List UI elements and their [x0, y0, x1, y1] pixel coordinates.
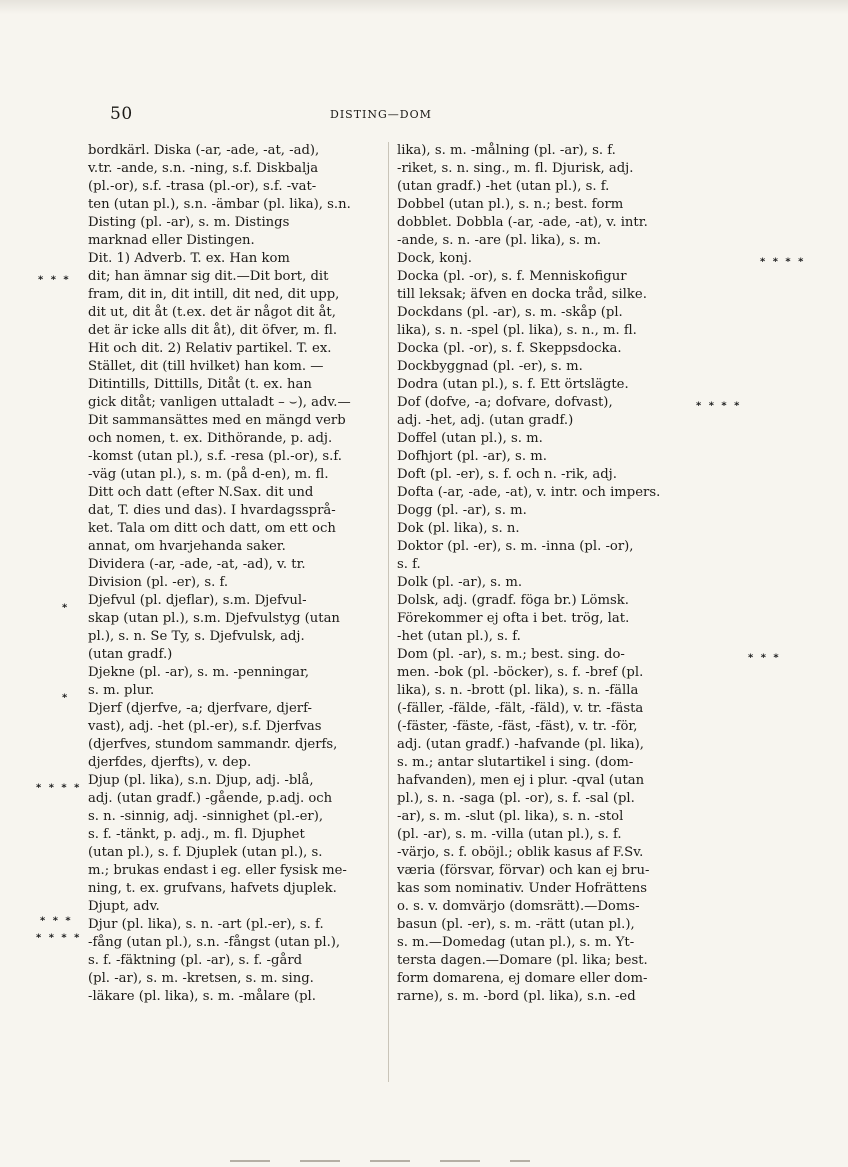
text-line: Dockdans (pl. -ar), s. m. -skåp (pl. — [397, 305, 623, 320]
text-line: till leksak; äfven en docka tråd, silke. — [397, 287, 647, 302]
margin-mark: ⁎ ⁎ ⁎ ⁎ — [36, 930, 82, 941]
text-line: -fång (utan pl.), s.n. -fångst (utan pl.), — [88, 935, 341, 950]
column-divider — [388, 142, 389, 1082]
text-line: -riket, s. n. sing., m. fl. Djurisk, adj. — [397, 161, 634, 176]
margin-mark: ⁎ — [62, 690, 70, 701]
text-line: adj. (utan gradf.) -hafvande (pl. lika), — [397, 737, 645, 752]
text-line: Docka (pl. -or), s. f. Menniskofigur — [397, 269, 627, 284]
text-line: Dock, konj. — [397, 251, 472, 266]
text-line: Djur (pl. lika), s. n. -art (pl.-er), s. f. — [88, 917, 324, 932]
scan-bottom-edge — [230, 1160, 530, 1162]
text-line: dit; han ämnar sig dit.—Dit bort, dit — [88, 269, 329, 284]
text-line: Djerf (djerfve, -a; djerfvare, djerf- — [88, 701, 312, 716]
text-line: Djekne (pl. -ar), s. m. -penningar, — [88, 665, 310, 680]
text-line: basun (pl. -er), s. m. -rätt (utan pl.), — [397, 917, 635, 932]
margin-mark: ⁎ ⁎ ⁎ — [748, 650, 781, 661]
text-line: (pl.-or), s.f. -trasa (pl.-or), s.f. -vat- — [88, 179, 317, 194]
text-line: s. n. -sinnig, adj. -sinnighet (pl.-er), — [88, 809, 324, 824]
text-line: dobblet. Dobbla (-ar, -ade, -at), v. intr. — [397, 215, 648, 230]
text-line: (utan gradf.) — [88, 647, 173, 662]
text-line: Doft (pl. -er), s. f. och n. -rik, adj. — [397, 467, 617, 482]
page-number: 50 — [110, 104, 133, 124]
text-line: dit ut, dit åt (t.ex. det är något dit åt, — [88, 305, 336, 320]
text-line: form domarena, ej domare eller dom- — [397, 971, 648, 986]
text-line: (utan pl.), s. f. Djuplek (utan pl.), s. — [88, 845, 323, 860]
text-line: s. f. -fäktning (pl. -ar), s. f. -gård — [88, 953, 303, 968]
text-line: Djefvul (pl. djeflar), s.m. Djefvul- — [88, 593, 307, 608]
text-line: ket. Tala om ditt och datt, om ett och — [88, 521, 336, 536]
text-line: Förekommer ej ofta i bet. trög, lat. — [397, 611, 630, 626]
text-line: Dom (pl. -ar), s. m.; best. sing. do- — [397, 647, 625, 662]
text-line: Ditt och datt (efter N.Sax. dit und — [88, 485, 314, 500]
text-line: Dolsk, adj. (gradf. föga br.) Lömsk. — [397, 593, 629, 608]
text-line: ning, t. ex. grufvans, hafvets djuplek. — [88, 881, 337, 896]
text-line: s. f. — [397, 557, 421, 572]
text-line: Dobbel (utan pl.), s. n.; best. form — [397, 197, 624, 212]
text-line: det är icke alls dit åt), dit öfver, m. fl. — [88, 323, 338, 338]
text-line: adj. (utan gradf.) -gående, p.adj. och — [88, 791, 333, 806]
text-line: Doktor (pl. -er), s. m. -inna (pl. -or), — [397, 539, 634, 554]
text-line: ten (utan pl.), s.n. -ämbar (pl. lika), s.n. — [88, 197, 351, 212]
text-line: pl.), s. n. Se Ty, s. Djefvulsk, adj. — [88, 629, 305, 644]
text-line: lika), s. n. -spel (pl. lika), s. n., m. fl. — [397, 323, 637, 338]
text-line: gick ditåt; vanligen uttaladt – ⌣), adv.— — [88, 395, 351, 410]
text-line: lika), s. n. -brott (pl. lika), s. n. -fälla — [397, 683, 639, 698]
text-line: dat, T. dies und das). I hvardagssprå- — [88, 503, 336, 518]
text-line: Dok (pl. lika), s. n. — [397, 521, 520, 536]
text-line: o. s. v. domvärjo (domsrätt).—Doms- — [397, 899, 640, 914]
text-line: kas som nominativ. Under Hofrättens — [397, 881, 648, 896]
text-line: Doffel (utan pl.), s. m. — [397, 431, 543, 446]
running-head: DISTING—DOM — [330, 108, 432, 121]
scan-top-edge — [0, 0, 848, 14]
text-line: Djup (pl. lika), s.n. Djup, adj. -blå, — [88, 773, 314, 788]
right-column — [397, 142, 695, 1006]
text-line: -väg (utan pl.), s. m. (på d-en), m. fl. — [88, 467, 329, 482]
text-line: Dofta (-ar, -ade, -at), v. intr. och impers. — [397, 485, 661, 500]
text-line: men. -bok (pl. -böcker), s. f. -bref (pl. — [397, 665, 644, 680]
text-line: -komst (utan pl.), s.f. -resa (pl.-or), s.f. — [88, 449, 342, 464]
text-line: (pl. -ar), s. m. -kretsen, s. m. sing. — [88, 971, 314, 986]
text-line: annat, om hvarjehanda saker. — [88, 539, 286, 554]
text-line: -ande, s. n. -are (pl. lika), s. m. — [397, 233, 601, 248]
text-line: Ditintills, Dittills, Ditåt (t. ex. han — [88, 377, 312, 392]
text-line: Dof (dofve, -a; dofvare, dofvast), — [397, 395, 613, 410]
text-line: fram, dit in, dit intill, dit ned, dit upp, — [88, 287, 340, 302]
text-line: skap (utan pl.), s.m. Djefvulstyg (utan — [88, 611, 340, 626]
text-line: m.; brukas endast i eg. eller fysisk me- — [88, 863, 347, 878]
text-line: Disting (pl. -ar), s. m. Distings — [88, 215, 290, 230]
text-line: pl.), s. n. -saga (pl. -or), s. f. -sal (pl. — [397, 791, 635, 806]
text-line: Dofhjort (pl. -ar), s. m. — [397, 449, 547, 464]
text-line: Dogg (pl. -ar), s. m. — [397, 503, 527, 518]
text-line: væria (försvar, förvar) och kan ej bru- — [397, 863, 650, 878]
text-line: adj. -het, adj. (utan gradf.) — [397, 413, 574, 428]
margin-mark: ⁎ ⁎ ⁎ ⁎ — [760, 254, 806, 265]
text-line: djerfdes, djerfts), v. dep. — [88, 755, 252, 770]
text-line: (-fäster, -fäste, -fäst, -fäst), v. tr. -för, — [397, 719, 638, 734]
text-line: Division (pl. -er), s. f. — [88, 575, 229, 590]
text-line: -het (utan pl.), s. f. — [397, 629, 521, 644]
text-line: -läkare (pl. lika), s. m. -målare (pl. — [88, 989, 316, 1004]
text-line: tersta dagen.—Domare (pl. lika; best. — [397, 953, 648, 968]
text-line: Dit. 1) Adverb. T. ex. Han kom — [88, 251, 290, 266]
text-line: och nomen, t. ex. Dithörande, p. adj. — [88, 431, 333, 446]
left-column — [88, 142, 382, 1006]
text-line: Dockbyggnad (pl. -er), s. m. — [397, 359, 583, 374]
text-line: s. f. -tänkt, p. adj., m. fl. Djuphet — [88, 827, 305, 842]
margin-mark: ⁎ ⁎ ⁎ ⁎ — [36, 780, 82, 791]
margin-mark: ⁎ ⁎ ⁎ — [40, 913, 73, 924]
text-line: hafvanden), men ej i plur. -qval (utan — [397, 773, 645, 788]
text-line: -värjo, s. f. oböjl.; oblik kasus af F.Sv. — [397, 845, 644, 860]
text-line: (-fäller, -fälde, -fält, -fäld), v. tr. -fästa — [397, 701, 644, 716]
text-line: Docka (pl. -or), s. f. Skeppsdocka. — [397, 341, 622, 356]
text-line: v.tr. -ande, s.n. -ning, s.f. Diskbalja — [88, 161, 319, 176]
margin-mark: ⁎ ⁎ ⁎ ⁎ — [696, 398, 742, 409]
text-line: Dodra (utan pl.), s. f. Ett örtslägte. — [397, 377, 629, 392]
text-line: rarne), s. m. -bord (pl. lika), s.n. -ed — [397, 989, 636, 1004]
text-line: vast), adj. -het (pl.-er), s.f. Djerfvas — [88, 719, 322, 734]
text-line: Stället, dit (till hvilket) han kom. — — [88, 359, 324, 374]
text-line: Dolk (pl. -ar), s. m. — [397, 575, 523, 590]
text-line: s. m. plur. — [88, 683, 155, 698]
text-line: marknad eller Distingen. — [88, 233, 255, 248]
text-line: (utan gradf.) -het (utan pl.), s. f. — [397, 179, 610, 194]
margin-mark: ⁎ ⁎ ⁎ — [38, 272, 71, 283]
text-line: Djupt, adv. — [88, 899, 160, 914]
text-line: -ar), s. m. -slut (pl. lika), s. n. -stol — [397, 809, 624, 824]
margin-mark: ⁎ — [62, 600, 70, 611]
text-line: lika), s. m. -målning (pl. -ar), s. f. — [397, 143, 616, 158]
text-line: bordkärl. Diska (-ar, -ade, -at, -ad), — [88, 143, 320, 158]
text-line: Hit och dit. 2) Relativ partikel. T. ex. — [88, 341, 332, 356]
text-line: Dit sammansättes med en mängd verb — [88, 413, 346, 428]
text-line: Dividera (-ar, -ade, -at, -ad), v. tr. — [88, 557, 306, 572]
text-line: (djerfves, stundom sammandr. djerfs, — [88, 737, 338, 752]
text-line: s. m.; antar slutartikel i sing. (dom- — [397, 755, 634, 770]
text-line: (pl. -ar), s. m. -villa (utan pl.), s. f. — [397, 827, 622, 842]
text-line: s. m.—Domedag (utan pl.), s. m. Yt- — [397, 935, 635, 950]
